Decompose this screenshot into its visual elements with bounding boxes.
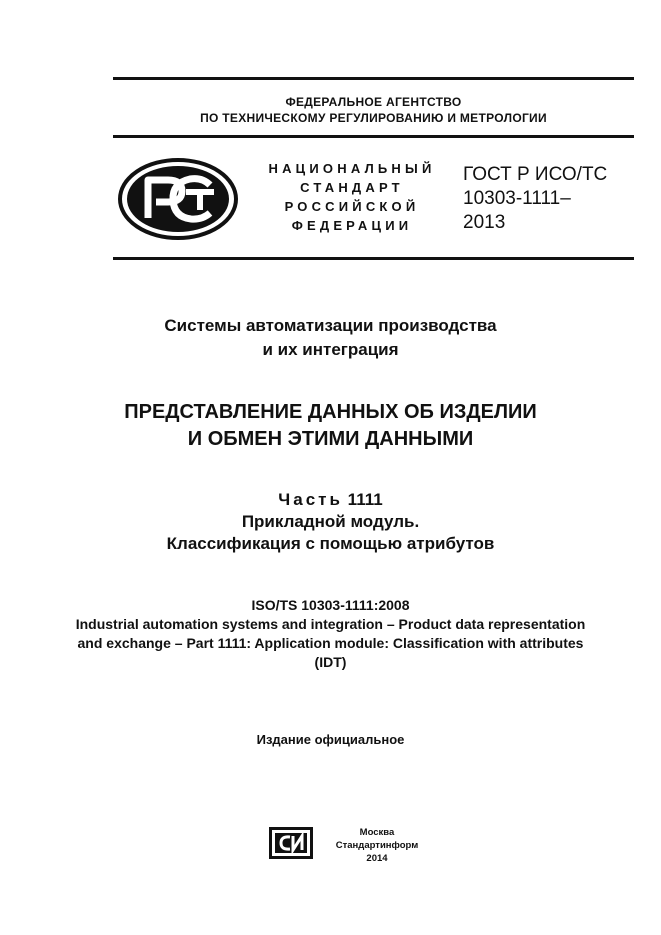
designation-line-2: 10303-1111– — [463, 188, 571, 209]
national-standard-line-1: НАЦИОНАЛЬНЫЙ — [268, 161, 436, 176]
title-line-2: И ОБМЕН ЭТИМИ ДАННЫМИ — [187, 428, 474, 450]
standard-designation — [463, 163, 607, 235]
agency-rule — [113, 135, 634, 138]
designation-line-1: ГОСТ Р ИСО/ТС — [463, 164, 608, 185]
national-standard-line-4: ФЕДЕРАЦИИ — [291, 218, 413, 233]
part-word: Часть — [278, 490, 343, 509]
series-line-2: и их интеграция — [262, 340, 399, 359]
national-standard-label — [252, 159, 452, 235]
designation-line-3: 2013 — [463, 212, 506, 233]
part-line-3: Классификация с помощью атрибутов — [166, 534, 495, 553]
iso-reference — [0, 596, 661, 672]
part-number: 1111 — [347, 490, 383, 509]
part-number-line — [0, 489, 661, 511]
agency-header — [113, 94, 634, 126]
publisher-city: Москва — [359, 827, 395, 838]
agency-line-2: ПО ТЕХНИЧЕСКОМУ РЕГУЛИРОВАНИЮ И МЕТРОЛОГИИ — [200, 111, 547, 125]
series-line-1: Системы автоматизации производства — [164, 316, 497, 335]
iso-line-2: Industrial automation systems and integration – Product data representation — [75, 616, 586, 632]
top-rule — [113, 77, 634, 80]
edition-label: Издание официальное — [256, 732, 405, 747]
series-title — [0, 314, 661, 362]
iso-line-1: ISO/TS 10303-1111:2008 — [251, 597, 410, 613]
iso-line-4: (IDT) — [314, 654, 347, 670]
standartinform-logo-icon — [268, 826, 314, 860]
header-rule — [113, 257, 634, 260]
part-line-2: Прикладной модуль. — [241, 512, 420, 531]
agency-line-1: ФЕДЕРАЛЬНОЕ АГЕНТСТВО — [285, 95, 462, 109]
publisher-name: Стандартинформ — [335, 840, 419, 851]
national-standard-line-3: РОССИЙСКОЙ — [284, 199, 420, 214]
publisher-info — [322, 826, 432, 865]
part-title — [0, 489, 661, 555]
iso-line-3: and exchange – Part 1111: Application module: Classification with attributes — [77, 635, 584, 651]
rst-logo-icon — [118, 158, 238, 240]
main-title — [0, 399, 661, 453]
title-line-1: ПРЕДСТАВЛЕНИЕ ДАННЫХ ОБ ИЗДЕЛИИ — [124, 401, 537, 423]
publisher-year: 2014 — [366, 853, 388, 864]
national-standard-line-2: СТАНДАРТ — [300, 180, 404, 195]
